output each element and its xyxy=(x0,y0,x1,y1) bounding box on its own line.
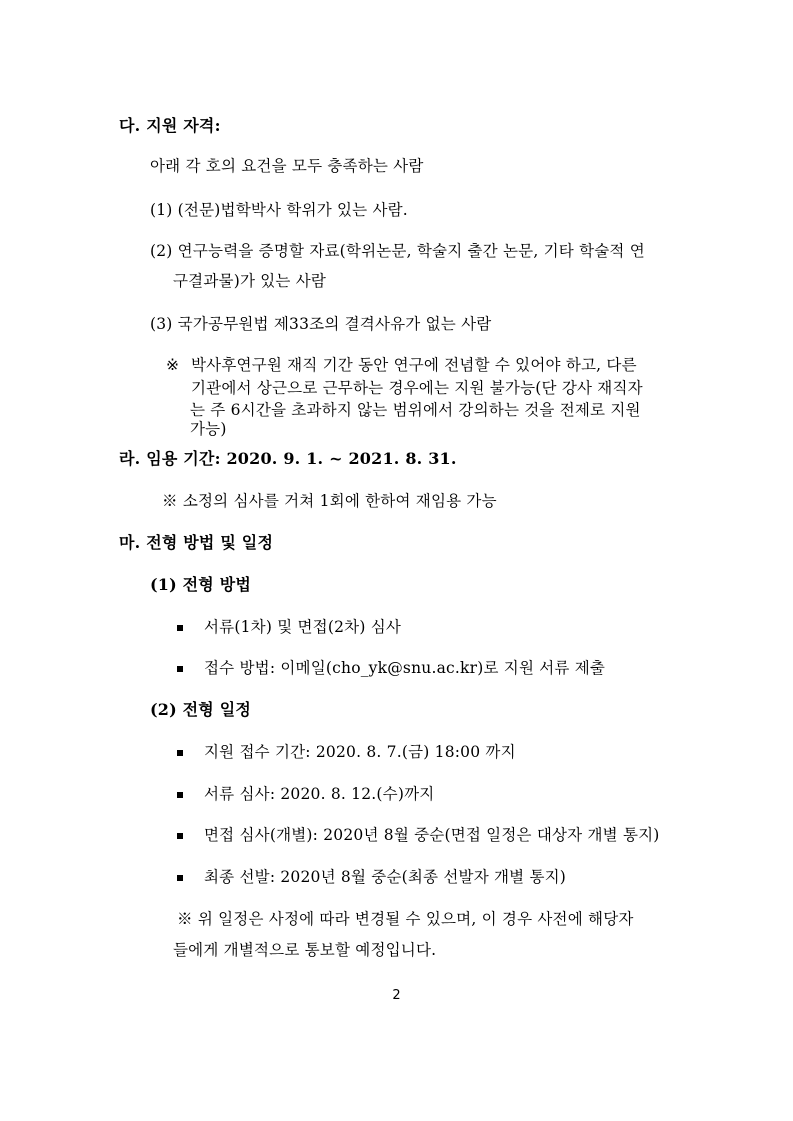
schedule-note-line-2: 들에게 개별적으로 통보할 예정입니다. xyxy=(173,941,437,959)
schedule-bullet-3: 면접 심사(개별): 2020년 8월 중순(면접 일정은 대상자 개별 통지) xyxy=(204,826,660,844)
note-line-3: 는 주 6시간을 초과하지 않는 범위에서 강의하는 것을 전제로 지원 xyxy=(190,401,641,419)
bullet-icon xyxy=(177,625,183,631)
section-heading-appointment-period: 라. 임용 기간: 2020. 9. 1. ~ 2021. 8. 31. xyxy=(119,449,457,468)
reappointment-note: ※ 소정의 심사를 거쳐 1회에 한하여 재임용 가능 xyxy=(162,492,497,510)
schedule-bullet-1: 지원 접수 기간: 2020. 8. 7.(금) 18:00 까지 xyxy=(204,743,516,761)
qualification-item-2-continued: 구결과물)가 있는 사람 xyxy=(173,272,327,290)
page-number: 2 xyxy=(392,988,401,1003)
schedule-bullet-4: 최종 선발: 2020년 8월 중순(최종 선발자 개별 통지) xyxy=(204,868,567,886)
note-mark: ※ xyxy=(166,356,180,374)
note-line-1: 박사후연구원 재직 기간 동안 연구에 전념할 수 있어야 하고, 다른 xyxy=(191,356,637,374)
subheading-selection-method: (1) 전형 방법 xyxy=(150,575,252,594)
qualification-item-2 xyxy=(150,241,695,261)
section-heading-qualifications: 다. 지원 자격: xyxy=(119,116,221,135)
note-line-2: 기관에서 상근으로 근무하는 경우에는 지원 불가능(단 강사 재직자 xyxy=(191,379,643,397)
method-bullet-1: 서류(1차) 및 면접(2차) 심사 xyxy=(204,618,402,636)
bullet-icon xyxy=(177,750,183,756)
subheading-schedule: (2) 전형 일정 xyxy=(150,700,252,719)
bullet-icon xyxy=(177,833,183,839)
schedule-bullet-2: 서류 심사: 2020. 8. 12.(수)까지 xyxy=(204,785,435,803)
bullet-icon xyxy=(177,875,183,881)
note-line-4: 가능) xyxy=(190,420,227,438)
qualification-item-1: (1) (전문)법학박사 학위가 있는 사람. xyxy=(150,201,408,219)
qualification-item-3: (3) 국가공무원법 제33조의 결격사유가 없는 사람 xyxy=(150,315,492,333)
qualifications-intro: 아래 각 호의 요건을 모두 충족하는 사람 xyxy=(150,157,424,175)
bullet-icon xyxy=(177,792,183,798)
method-bullet-2: 접수 방법: 이메일(cho_yk@snu.ac.kr)로 지원 서류 제출 xyxy=(204,659,606,677)
schedule-note-line-1: ※ 위 일정은 사정에 따라 변경될 수 있으며, 이 경우 사전에 해당자 xyxy=(177,910,634,928)
section-heading-selection: 마. 전형 방법 및 일정 xyxy=(119,533,274,552)
qualification-item-2-text: (2) 연구능력을 증명할 자료(학위논문, 학술지 출간 논문, 기타 학술적 연 xyxy=(150,242,645,260)
bullet-icon xyxy=(177,666,183,672)
